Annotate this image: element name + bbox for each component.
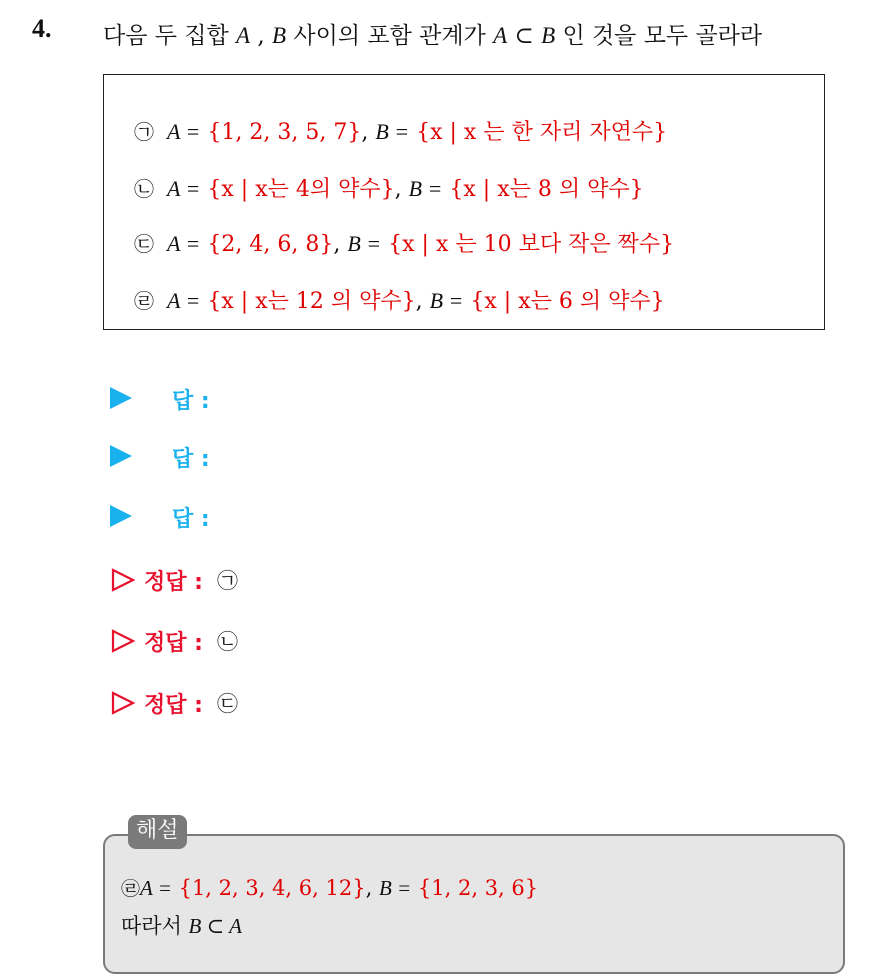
outline-arrow-icon <box>110 567 136 593</box>
option-marker: ㉣ <box>134 289 154 313</box>
play-arrow-icon <box>110 505 132 527</box>
relation-b: B <box>541 23 556 48</box>
option-a-set: {x | x는 12 의 약수} <box>207 289 416 314</box>
answer-prompt-1 <box>110 383 210 414</box>
option-4 <box>134 284 665 315</box>
explanation-a-set: {1, 2, 3, 4, 6, 12} <box>178 876 366 900</box>
set-b-symbol: B <box>272 23 287 48</box>
correct-label: 정답 : <box>144 692 203 718</box>
correct-label: 정답 : <box>144 569 203 595</box>
option-rhs: B = <box>375 119 410 144</box>
answer-label: 답 : <box>172 507 210 532</box>
answer-prompt-3 <box>110 501 210 532</box>
explanation-lhs: A = <box>140 876 172 900</box>
option-lhs: A = <box>167 288 201 313</box>
correct-answer-1 <box>110 565 238 595</box>
explanation-relation: B ⊂ A <box>188 914 242 938</box>
play-arrow-icon <box>110 445 132 467</box>
option-rhs: B = <box>408 176 443 201</box>
correct-label: 정답 : <box>144 630 203 656</box>
correct-value: ㉡ <box>216 630 238 654</box>
relation-a: A <box>493 23 508 48</box>
answer-label: 답 : <box>172 389 210 414</box>
explanation-rhs: B = <box>378 876 412 900</box>
explanation-line-1 <box>121 874 538 901</box>
option-marker: ㉡ <box>134 177 154 201</box>
outline-arrow-icon <box>110 690 136 716</box>
option-b-set: {x | x는 6 의 약수} <box>470 289 665 314</box>
answer-prompt-2 <box>110 441 210 472</box>
option-3 <box>134 227 674 258</box>
option-lhs: A = <box>167 119 201 144</box>
explanation-box <box>103 834 845 974</box>
option-b-set: {x | x 는 한 자리 자연수} <box>416 120 668 145</box>
option-2 <box>134 172 644 203</box>
option-a-set: {2, 4, 6, 8} <box>207 232 334 257</box>
correct-answer-3 <box>110 688 238 718</box>
explanation-marker: ㉣ <box>121 878 141 900</box>
answer-label: 답 : <box>172 447 210 472</box>
option-sep: , <box>415 289 423 314</box>
option-marker: ㉠ <box>134 120 154 144</box>
set-a-symbol: A <box>236 23 251 48</box>
option-rhs: B = <box>429 288 464 313</box>
option-lhs: A = <box>167 176 201 201</box>
correct-answer-2 <box>110 626 238 656</box>
explanation-tab: 해설 <box>128 815 187 849</box>
explanation-sep: , <box>365 876 373 900</box>
outline-arrow-icon <box>110 628 136 654</box>
option-sep: , <box>361 120 369 145</box>
play-arrow-icon <box>110 387 132 409</box>
question-text-part-2: 사이의 포함 관계가 <box>293 23 486 49</box>
explanation-b-set: {1, 2, 3, 6} <box>417 876 539 900</box>
option-b-set: {x | x는 8 의 약수} <box>449 177 644 202</box>
correct-value: ㉢ <box>216 692 238 716</box>
option-a-set: {x | x는 4의 약수} <box>207 177 395 202</box>
option-marker: ㉢ <box>134 232 154 256</box>
question-text-part-1: 다음 두 집합 <box>103 23 229 49</box>
correct-value: ㉠ <box>216 569 238 593</box>
subset-symbol: ⊂ <box>514 23 534 49</box>
comma: , <box>257 23 265 49</box>
explanation-conclusion-text: 따라서 <box>121 914 182 938</box>
option-b-set: {x | x 는 10 보다 작은 짝수} <box>388 232 675 257</box>
option-sep: , <box>333 232 341 257</box>
question-text-part-3: 인 것을 모두 골라라 <box>562 23 763 49</box>
options-box <box>103 74 825 330</box>
option-lhs: A = <box>167 231 201 256</box>
option-a-set: {1, 2, 3, 5, 7} <box>207 120 362 145</box>
question-text <box>103 17 762 50</box>
question-number: 4. <box>32 14 52 43</box>
explanation-line-2 <box>121 910 242 940</box>
option-rhs: B = <box>347 231 382 256</box>
option-1 <box>134 115 667 146</box>
option-sep: , <box>394 177 402 202</box>
